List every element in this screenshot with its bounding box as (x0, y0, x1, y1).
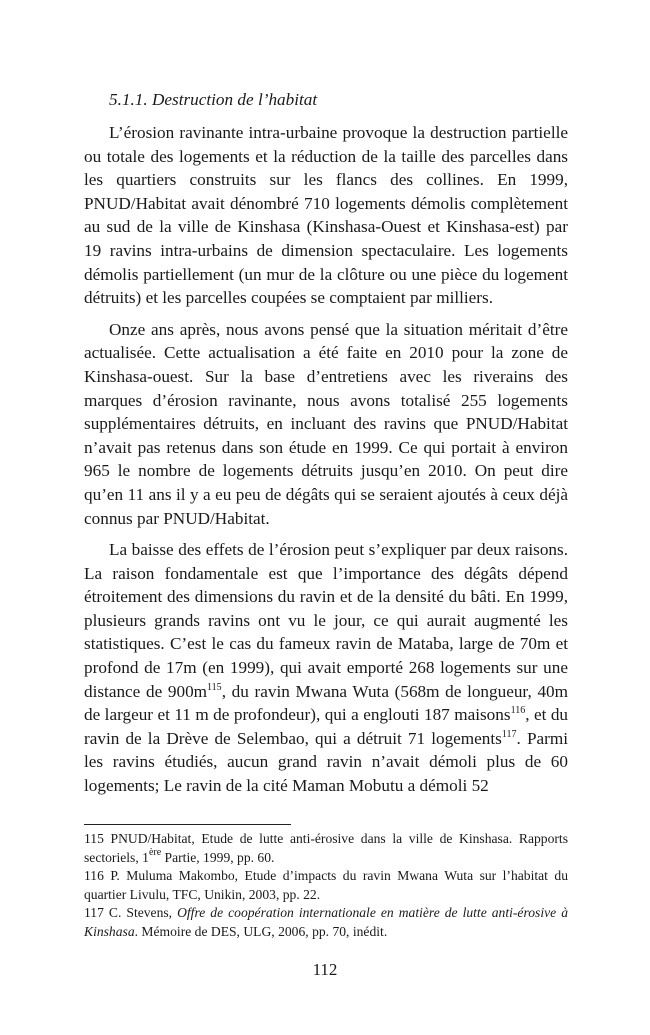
footnote-ref-117[interactable]: 117 (501, 728, 517, 740)
paragraph-2: Onze ans après, nous avons pensé que la situation méritait d’être actualisée. Cette actualisation a été faite en 2010 pour la zone de Kinshasa-ouest. Sur la base d’entretiens avec les riverains des marques d’érosion ravinante, nous avons totalisé 255 logements supplémentaires détruits, en incluant des ravins que PNUD/Habitat n’avait pas retenus dans son étude en 1999. Ce qui portait à environ 965 le nombre de logements détruits jusqu’en 2010. On peut dire qu’en 11 ans il y a eu peu de dégâts qui se seraient ajoutés à ceux déjà connus par PNUD/Habitat. (84, 319, 568, 528)
paragraph-3-text-b: , du ravin Mwana Wuta (568m de longueur, 40m de largeur et 11 m de profondeur), qui a englouti 187 maisons (84, 681, 568, 725)
footnote-117-text-b: . Mémoire de DES, ULG, 2006, pp. 70, inédit. (134, 923, 388, 939)
section-title: 5.1.1. Destruction de l’habitat (109, 90, 318, 109)
page-number: 112 (312, 960, 338, 979)
paragraph-3-text-a: La baisse des effets de l’érosion peut s’expliquer par deux raisons. La raison fondamentale est que l’importance des dégâts dépend étroitement des dimensions du ravin et de la densité du bâti. En 1999, plusieurs grands ravins ont vu le jour, ce qui aurait augmenté les statistiques. C’est le cas du fameux ravin de Mataba, large de 70m et profond de 17m (en 1999), qui avait emporté 268 logements sur une distance de 900m (84, 540, 568, 701)
footnote-115 (84, 830, 568, 867)
footnote-ref-115[interactable]: 115 (207, 681, 222, 693)
footnote-117-text-a: 117 C. Stevens, (84, 905, 178, 920)
paragraph-3 (84, 538, 568, 798)
footnote-115-text-b: Partie, 1999, pp. 60. (161, 849, 275, 865)
footnote-115-text-a: 115 PNUD/Habitat, Etude de lutte anti-érosive dans la ville de Kinshasa. Rapports sectoriels, 1 (84, 831, 568, 865)
footnote-117 (84, 904, 568, 941)
paragraph-3-text-d: . Parmi les ravins étudiés, aucun grand ravin n’avait démoli plus de 60 logements; Le ravin de la cité Maman Mobutu a démoli 52 (84, 728, 569, 796)
paragraph-1: L’érosion ravinante intra-urbaine provoque la destruction partielle ou totale des logements et la réduction de la taille des parcelles dans les quartiers construits sur les flancs des collines. En 1999, PNUD/Habitat avait dénombré 710 logements démolis complètement au sud de la ville de Kinshasa (Kinshasa-Ouest et Kinshasa-est) par 19 ravins intra-urbains de dimension spectaculaire. Les logements démolis partiellement (un mur de la clôture ou une pièce du logement détruits) et les parcelles coupées se comptaient par milliers. (84, 123, 568, 308)
footnote-117-title: Offre de coopération internationale en matière de lutte anti-érosive à Kinshasa (84, 905, 568, 939)
page-body (84, 88, 568, 806)
footnote-116: 116 P. Muluma Makombo, Etude d’impacts du ravin Mwana Wuta sur l’habitat du quartier Livulu, TFC, Unikin, 2003, pp. 22. (84, 868, 568, 902)
paragraph-3-text-c: , et du ravin de la Drève de Selembao, qui a détruit 71 logements (84, 705, 569, 748)
footnote-ref-116[interactable]: 116 (510, 705, 526, 717)
footnotes (84, 830, 568, 941)
footnote-115-superscript: ère (148, 846, 162, 858)
footnote-divider (84, 824, 291, 825)
